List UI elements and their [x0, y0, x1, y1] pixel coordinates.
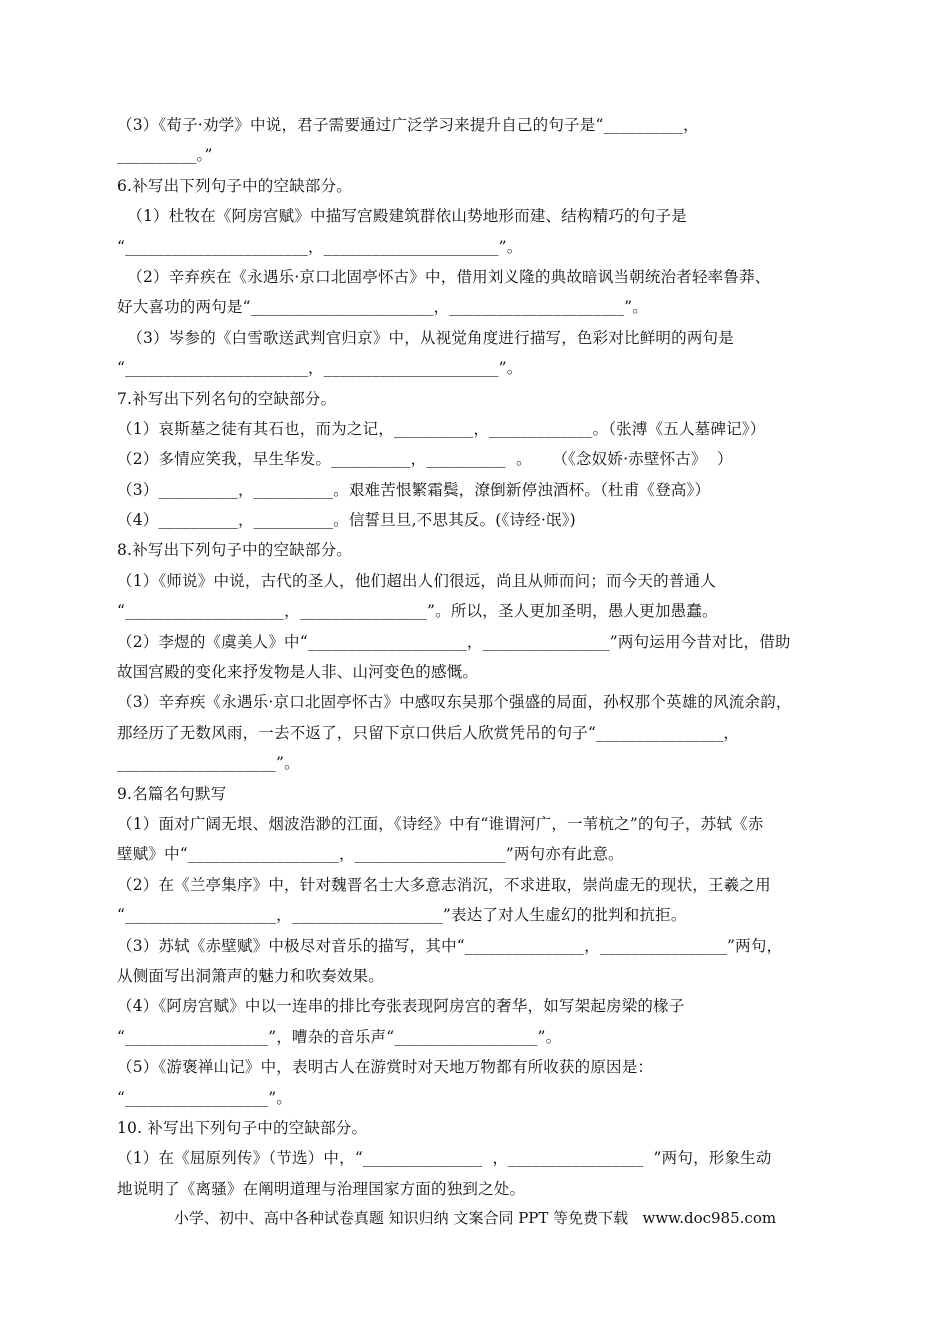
page-footer: 小学、初中、高中各种试卷真题 知识归纳 文案合同 PPT 等免费下载 www.doc985.com	[173, 1209, 777, 1227]
text-line: （2）辛弃疾在《永遇乐·京口北固亭怀古》中，借用刘义隆的典故暗讽当朝统治者轻率鲁莽、	[117, 267, 771, 286]
text-line: （3）辛弃疾《永遇乐·京口北固亭怀古》中感叹东吴那个强盛的局面，孙权那个英雄的风流余韵，	[117, 693, 792, 712]
text-line: （1）在《屈原列传》（节选）中，“_______________ ，_________________ ”两句，形象生动	[117, 1149, 772, 1168]
text-line: （3）岑参的《白雪歌送武判官归京》中，从视觉角度进行描写，色彩对比鲜明的两句是	[117, 328, 734, 347]
document-body	[117, 110, 837, 1204]
text-line: 8.补写出下列句子中的空缺部分。	[117, 541, 352, 560]
text-line: __________。”	[117, 146, 213, 165]
text-line: 7.补写出下列名句的空缺部分。	[117, 389, 337, 408]
text-line: “_______________________，______________________”。	[117, 237, 523, 256]
text-line: “____________________，________________”。所以，圣人更加圣明，愚人更加愚蠢。	[117, 602, 718, 621]
text-line: （1）《师说》中说，古代的圣人，他们超出人们很远，尚且从师而问；而今天的普通人	[117, 571, 716, 590]
text-line: （2）多情应笑我，早生华发。__________，__________ 。 （《念奴娇·赤壁怀古》 ）	[117, 450, 733, 469]
text-line: （1）杜牧在《阿房宫赋》中描写宫殿建筑群依山势地形而建、结构精巧的句子是	[117, 207, 687, 226]
text-line: 10. 补写出下列句子中的空缺部分。	[117, 1118, 368, 1137]
text-line: 那经历了无数风雨，一去不返了，只留下京口供后人欣赏凭吊的句子“________________，	[117, 723, 740, 742]
text-line: （1）面对广阔无垠、烟波浩渺的江面，《诗经》中有“谁谓河广，一苇杭之”的句子，苏轼《赤	[117, 814, 764, 833]
text-line: （2）在《兰亭集序》中，针对魏晋名士大多意志消沉，不求进取，崇尚虚无的现状，王羲之用	[117, 875, 771, 894]
text-line: （4）《阿房宫赋》中以一连串的排比夸张表现阿房宫的奢华，如写架起房梁的椽子	[117, 997, 685, 1016]
text-line: “__________________”，嘈杂的音乐声“__________________”。	[117, 1027, 562, 1046]
text-line: （3）《荀子·劝学》中说，君子需要通过广泛学习来提升自己的句子是“__________，	[117, 116, 699, 134]
text-line: 从侧面写出洞箫声的魅力和吹奏效果。	[117, 966, 384, 985]
text-line: 6.补写出下列句子中的空缺部分。	[117, 176, 352, 195]
text-line: （3）__________，__________。艰难苦恨繁霜鬓，潦倒新停浊酒杯。（杜甫《登高》）	[117, 480, 711, 499]
text-line: （1）哀斯墓之徒有其石也，而为之记，__________，_____________。（张溥《五人墓碑记》）	[117, 419, 766, 438]
text-line: 壁赋》中“___________________，___________________”两句亦有此意。	[117, 845, 624, 864]
text-line: （4）__________，__________。信誓旦旦,不思其反。(《诗经·氓》)	[117, 511, 576, 530]
text-line: “__________________”。	[117, 1088, 293, 1107]
text-line: 故国宫殿的变化来抒发物是人非、山河变色的感慨。	[117, 663, 479, 682]
text-line: “___________________，___________________”表达了对人生虚幻的批判和抗拒。	[117, 906, 687, 925]
text-line: （5）《游褒禅山记》中，表明古人在游赏时对天地万物都有所收获的原因是：	[117, 1058, 654, 1077]
text-line: 地说明了《离骚》在阐明道理与治理国家方面的独到之处。	[117, 1179, 526, 1198]
text-line: （2）李煜的《虞美人》中“____________________，________________”两句运用今昔对比，借助	[117, 632, 791, 651]
text-line: 9.名篇名句默写	[117, 784, 227, 803]
text-line: “_______________________，______________________”。	[117, 359, 523, 378]
text-line: 好大喜功的两句是“_______________________，______________________”。	[117, 298, 648, 317]
text-line: （3）苏轼《赤壁赋》中极尽对音乐的描写，其中“_______________，________________”两句，	[117, 936, 783, 955]
text-line: ____________________”。	[117, 754, 300, 773]
